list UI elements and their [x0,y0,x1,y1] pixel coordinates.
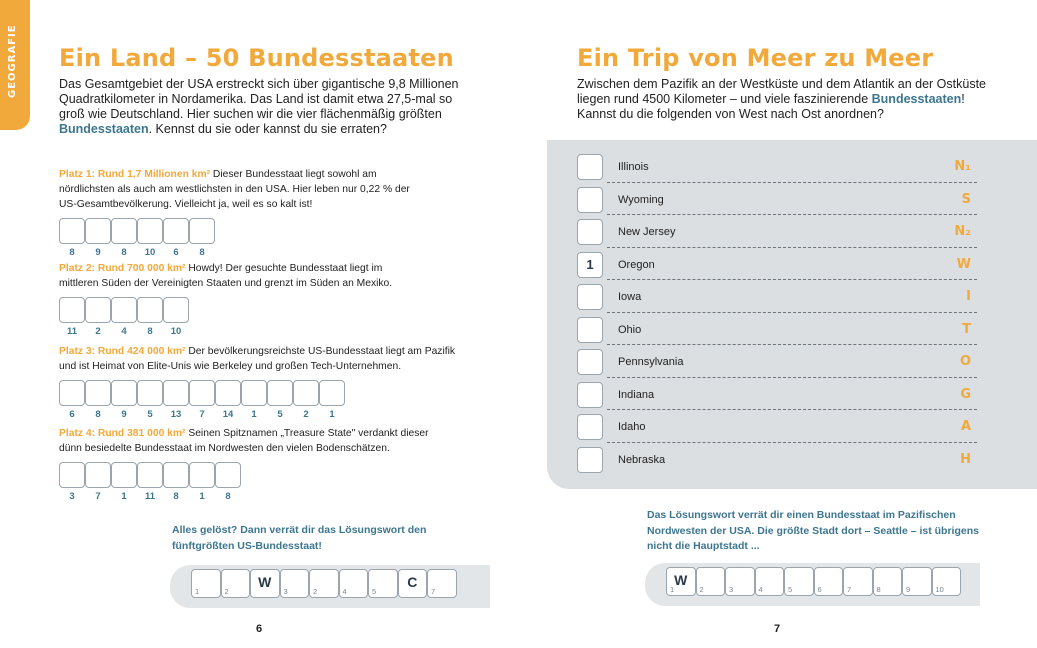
solution-box-number: 2 [224,587,229,596]
letter-code: 8 [199,247,205,258]
state-row [577,215,977,248]
solution-box-number: 9 [906,585,911,594]
letter-box[interactable] [111,218,137,244]
solution-box-number: 3 [283,587,288,596]
solution-box-number: 10 [935,585,944,594]
letter-box[interactable] [111,297,137,323]
solution-box-number: 2 [699,585,704,594]
solution-box-number: 3 [729,585,734,594]
solution-letter-box[interactable] [755,567,785,596]
puzzle-4 [59,426,459,502]
letter-code: 6 [69,409,75,420]
order-box[interactable] [577,317,603,343]
letter-code: 8 [121,247,127,258]
state-name: Pennsylvania [618,356,684,368]
letter-code: 6 [173,247,179,258]
solution-box-number: 7 [431,587,436,596]
letter-code: 11 [66,326,78,337]
state-name: Idaho [618,421,646,433]
letter-code: 7 [95,491,101,502]
state-letter: N₁ [954,159,971,174]
letter-code: 1 [251,409,257,420]
letter-code: 2 [303,409,309,420]
solution-letter-box[interactable] [368,569,398,598]
puzzle-2-number-code [59,326,459,337]
state-letter: G [960,386,971,402]
state-letter: W [956,256,971,272]
solution-box-number: 6 [817,585,822,594]
state-name: Wyoming [618,193,664,206]
puzzle-3-clue: Platz 3: Rund 424 000 km² Der bevölkerungsreichste US-Bundesstaat liegt am Pazifik und ist Heimat von Elite-Unis wie Berkeley und großen Tech-Unternehmen. [59,346,456,372]
state-letter: N₂ [954,224,971,239]
order-box[interactable] [577,382,603,408]
letter-box[interactable] [163,380,189,406]
letter-code: 13 [170,409,182,420]
puzzle-4-clue: Platz 4: Rund 381 000 km² Seinen Spitznamen „Treasure State" verdankt dieser dünn besiedelte Bundesstaat im Nordwesten den vielen Bodenschätzen. [59,428,429,454]
solution-letter-box[interactable] [191,569,221,598]
letter-box[interactable] [163,218,189,244]
letter-code: 10 [144,247,156,258]
letter-box[interactable] [137,462,163,488]
letter-box[interactable] [215,380,241,406]
letter-code: 8 [69,247,75,258]
order-box[interactable] [577,187,603,213]
letter-code: 9 [121,409,127,420]
letter-code: 1 [121,491,127,502]
order-box[interactable] [577,154,603,180]
puzzle-1-number-code [59,247,459,258]
solution-box-number: 5 [788,585,793,594]
state-letter: A [960,419,971,434]
letter-code: 11 [144,491,156,502]
letter-box[interactable] [85,297,111,323]
solution-box-number: 7 [847,585,852,594]
state-letter: I [966,289,971,304]
solution-letter-box[interactable] [784,567,814,596]
section-tab [0,0,30,130]
right-page-title: Ein Trip von Meer zu Meer [577,44,934,72]
left-page-title: Ein Land – 50 Bundesstaaten [59,44,454,72]
letter-code: 5 [277,409,283,420]
letter-box[interactable] [319,380,345,406]
letter-box[interactable] [59,218,85,244]
letter-box[interactable] [241,380,267,406]
state-row [577,345,977,378]
letter-code: 14 [222,409,234,420]
letter-box[interactable] [137,297,163,323]
letter-box[interactable] [163,297,189,323]
solution-box-letter: C [407,574,418,590]
letter-box[interactable] [137,380,163,406]
solution-box-letter: W [258,574,272,590]
solution-letter-box[interactable] [427,569,457,598]
solution-letter-box[interactable] [339,569,369,598]
state-name: Indiana [618,388,655,401]
state-name: New Jersey [618,226,676,238]
letter-code: 8 [95,409,101,420]
letter-box[interactable] [293,380,319,406]
state-row [577,378,977,411]
solution-letter-box[interactable] [280,569,310,598]
solution-letter-box[interactable] [725,567,755,596]
letter-box[interactable] [215,462,241,488]
puzzle-1-answer-boxes[interactable] [59,218,459,244]
letter-code: 7 [199,409,205,420]
letter-box[interactable] [59,380,85,406]
letter-code: 8 [147,326,153,337]
solution-box-number: 2 [313,587,318,596]
solution-box-number: 5 [372,587,377,596]
solution-letter-box[interactable] [932,567,962,596]
puzzle-1-clue: Platz 1: Rund 1,7 Millionen km² Dieser Bundesstaat liegt sowohl am nördlichsten als auch am westlichsten in den USA. Hier leben nur 0,22 % der US-Gesamtbevölkerung. Vielleicht ja, weil es so kalt ist! [59,169,410,210]
order-box[interactable]: 1 [577,252,603,278]
right-solution-prompt: Das Lösungswort verrät dir einen Bundesstaat im Pazifischen Nordwesten der USA. Die größte Stadt dort – Seattle – ist übrigens nicht die Hauptstadt ... [647,509,979,552]
solution-letter-box[interactable] [902,567,932,596]
right-intro: Zwischen dem Pazifik an der Westküste und dem Atlantik an der Ostküste liegen rund 4500 Kilometer – und viele faszinierende Bundesstaaten! Kannst du die folgenden von West nach Ost anordnen? [577,77,986,121]
puzzle-3 [59,344,459,420]
letter-code: 10 [170,326,182,337]
letter-box[interactable] [85,462,111,488]
order-box[interactable] [577,414,603,440]
letter-box[interactable] [111,380,137,406]
solution-letter-box[interactable] [873,567,903,596]
puzzle-4-number-code [59,491,459,502]
state-name: Oregon [618,258,655,271]
state-row [577,183,977,216]
state-name: Nebraska [618,453,666,466]
puzzle-3-number-code [59,409,459,420]
letter-code: 8 [225,491,231,502]
letter-box[interactable] [189,218,215,244]
state-row [577,150,977,183]
puzzle-2-answer-boxes[interactable] [59,297,459,323]
letter-box[interactable] [137,218,163,244]
order-box[interactable] [577,284,603,310]
solution-letter-box[interactable] [309,569,339,598]
letter-box[interactable] [85,218,111,244]
solution-letter-box[interactable] [666,567,696,596]
solution-box-letter: W [674,572,688,588]
state-name: Illinois [618,161,649,173]
left-intro: Das Gesamtgebiet der USA erstreckt sich über gigantische 9,8 Millionen Quadratkilometer in Nordamerika. Das Land ist damit etwa 27,5-mal so groß wie Deutschland. Hier suchen wir die vier flächenmäßig größten Bundesstaaten. Kennst du sie oder kannst du sie erraten? [59,77,459,136]
puzzle-3-answer-boxes[interactable] [59,380,459,406]
letter-code: 1 [329,409,335,420]
order-box[interactable] [577,349,603,375]
left-solution-prompt: Alles gelöst? Dann verrät dir das Lösungswort den fünftgrößten US-Bundesstaat! [172,524,427,552]
letter-code: 5 [147,409,153,420]
letter-code: 8 [173,491,179,502]
puzzle-2-clue: Platz 2: Rund 700 000 km² Howdy! Der gesuchte Bundesstaat liegt im mittleren Süden der Vereinigten Staaten und grenzt im Süden an Mexiko. [59,263,393,289]
solution-box-number: 8 [876,585,881,594]
solution-letter-box[interactable] [843,567,873,596]
puzzle-1 [59,167,459,258]
state-letter: T [962,321,971,337]
solution-box-number: 4 [342,587,347,596]
letter-code: 1 [199,491,205,502]
letter-box[interactable] [189,380,215,406]
solution-box-number: 1 [670,585,675,594]
order-box[interactable] [577,447,603,473]
puzzle-2 [59,261,459,337]
solution-box-number: 1 [195,587,200,596]
state-name: Ohio [618,323,642,336]
right-solution-boxes[interactable] [666,567,961,596]
order-box[interactable] [577,219,603,245]
solution-letter-box[interactable] [250,569,280,598]
letter-code: 9 [95,247,101,258]
solution-letter-box[interactable] [398,569,428,598]
letter-box[interactable] [85,380,111,406]
state-letter: H [960,451,971,467]
puzzle-4-answer-boxes[interactable] [59,462,459,488]
state-name: Iowa [618,291,642,303]
solution-letter-box[interactable] [696,567,726,596]
state-row [577,280,977,313]
solution-letter-box[interactable] [814,567,844,596]
state-row [577,248,977,281]
page-number-left: 6 [256,623,263,635]
solution-box-number: 4 [758,585,763,594]
letter-code: 2 [95,326,101,337]
state-row [577,443,977,476]
state-letter: S [961,191,971,207]
letter-code: 3 [69,491,75,502]
letter-code: 4 [121,326,127,337]
state-letter: O [959,354,971,369]
letter-box[interactable] [189,462,215,488]
letter-box[interactable] [111,462,137,488]
letter-box[interactable] [59,297,85,323]
letter-box[interactable] [267,380,293,406]
solution-letter-box[interactable] [221,569,251,598]
state-row [577,313,977,346]
letter-box[interactable] [59,462,85,488]
section-tab-label: GEOGRAFIE [7,24,18,98]
page-number-right: 7 [774,623,781,635]
left-solution-boxes[interactable] [191,569,457,598]
letter-box[interactable] [163,462,189,488]
state-row [577,410,977,443]
